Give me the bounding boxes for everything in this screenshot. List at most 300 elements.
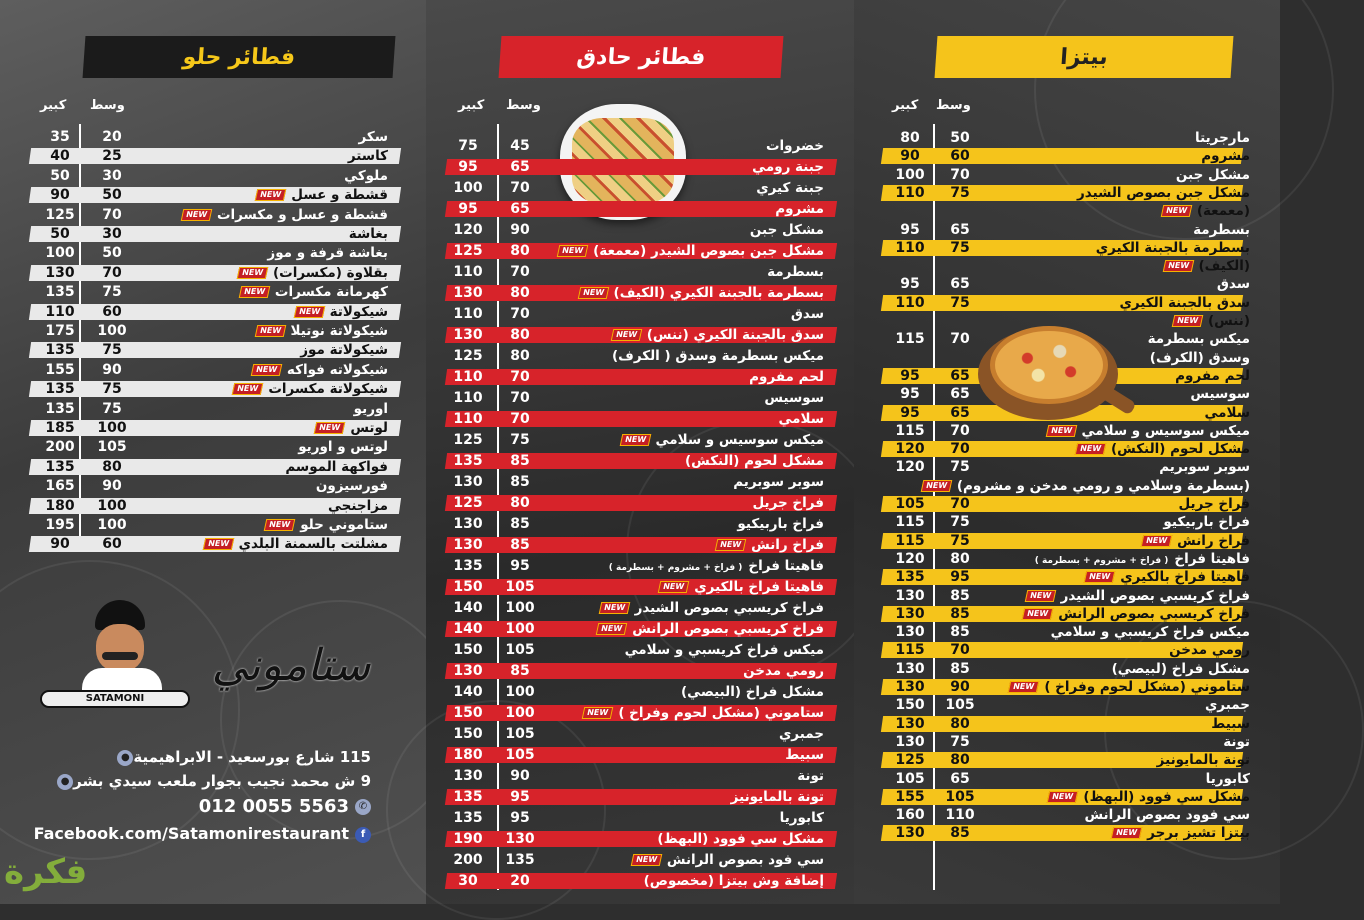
price-large: 125 [453, 495, 483, 511]
price-medium: 75 [950, 239, 970, 256]
menu-item [0, 496, 426, 515]
price-large: 135 [453, 789, 483, 805]
menu-item [426, 451, 854, 472]
price-medium: 75 [950, 532, 970, 549]
item-note: ( فراخ + مشروم + بسطرمة ) [1034, 555, 1169, 566]
menu-item [426, 178, 854, 199]
price-large: 90 [50, 187, 70, 204]
menu-item [854, 769, 1280, 787]
price-medium: 80 [510, 327, 530, 343]
item-name: قشطة و عسل و مكسراتNEW [150, 206, 388, 224]
price-large: 110 [453, 411, 483, 427]
item-name: اوريو [353, 400, 388, 417]
price-medium: 105 [945, 788, 975, 805]
price-medium: 80 [510, 243, 530, 259]
item-name: تونة بالمايونيز [1156, 752, 1250, 769]
item-name-line2: وسدق (الكرف) [1149, 349, 1250, 366]
price-large: 30 [458, 873, 478, 889]
price-large: 130 [453, 327, 483, 343]
price-medium: 20 [510, 873, 530, 889]
menu-item [0, 302, 426, 321]
item-name: مشكل جبن [749, 222, 824, 238]
menu-item [426, 472, 854, 493]
item-name: فراخ كريسبي بصوص الشيدرNEW [546, 599, 824, 617]
new-badge: NEW [1161, 205, 1193, 217]
new-badge: NEW [619, 434, 651, 446]
menu-item [854, 677, 1280, 695]
item-name: فراخ كريسبي بصوص الرانشNEW [546, 620, 824, 638]
price-medium: 90 [102, 361, 122, 378]
new-badge: NEW [1172, 315, 1204, 327]
item-name: مشلتت بالسمنة البلديNEW [150, 535, 388, 553]
price-medium: 75 [950, 514, 970, 531]
new-badge: NEW [1084, 571, 1116, 583]
menu-item [854, 714, 1280, 732]
price-large: 115 [895, 642, 925, 659]
menu-item [426, 304, 854, 325]
price-large: 150 [895, 697, 925, 714]
menu-item [426, 346, 854, 367]
price-medium: 100 [97, 497, 127, 514]
item-name: فراخ رانشNEW [546, 536, 824, 554]
item-name: شيكولاتة مكسراتNEW [150, 380, 388, 398]
price-medium: 75 [102, 284, 122, 301]
item-name: سكر [358, 129, 388, 145]
menu-item [0, 399, 426, 418]
price-medium: 75 [950, 184, 970, 201]
menu-item [0, 379, 426, 398]
price-medium: 85 [510, 474, 530, 490]
price-medium: 70 [950, 441, 970, 458]
price-medium: 80 [950, 715, 970, 732]
item-name: ميكس سوسيس و سلاميNEW [546, 431, 824, 449]
price-large: 95 [900, 404, 920, 421]
price-medium: 50 [102, 187, 122, 204]
item-name: ستاموني (مشكل لحوم وفراخ )NEW [546, 704, 824, 722]
price-medium: 70 [950, 331, 970, 348]
item-name: خضروات [765, 138, 824, 154]
item-name: فاهيتا فراخ( فراخ + مشروم + بسطرمة ) [608, 558, 824, 574]
price-medium: 50 [102, 245, 122, 262]
menu-item [426, 598, 854, 619]
price-large: 130 [895, 587, 925, 604]
location-pin-icon: ● [117, 750, 133, 766]
new-badge: NEW [232, 383, 264, 395]
price-medium: 70 [510, 306, 530, 322]
savory-menu-list [426, 136, 854, 896]
price-medium: 100 [97, 517, 127, 533]
item-name: مشكل لحوم (النكش) [684, 453, 824, 469]
price-medium: 70 [510, 264, 530, 280]
price-large: 100 [453, 180, 483, 196]
price-medium: 105 [945, 697, 975, 714]
item-note: ( فراخ + مشروم + بسطرمة ) [608, 563, 743, 573]
price-medium: 80 [510, 285, 530, 301]
menu-item [426, 136, 854, 157]
item-name: مشكل فراخ (البيصي) [680, 684, 824, 700]
item-name: سدق بالجبنة الكيري [1119, 294, 1250, 311]
menu-item [426, 199, 854, 220]
price-large: 110 [895, 294, 925, 311]
menu-item [854, 183, 1280, 220]
price-large: 125 [453, 243, 483, 259]
price-large: 135 [453, 558, 483, 574]
price-medium: 70 [950, 642, 970, 659]
menu-item [854, 146, 1280, 164]
savory-pies-title: فطائر حادق [499, 36, 784, 78]
price-medium: 75 [102, 400, 122, 417]
menu-item [0, 263, 426, 282]
menu-item [854, 732, 1280, 750]
price-medium: 80 [510, 348, 530, 364]
item-name: فراخ باربيكيو [1163, 514, 1250, 531]
price-medium: 105 [505, 579, 535, 595]
price-large: 100 [895, 166, 925, 183]
item-name: سبيط [1211, 715, 1250, 732]
price-medium: 60 [950, 148, 970, 165]
price-medium: 75 [102, 342, 122, 359]
price-large: 115 [895, 331, 925, 348]
price-medium: 105 [505, 642, 535, 658]
menu-item [426, 325, 854, 346]
price-medium: 95 [510, 810, 530, 826]
price-medium: 85 [950, 624, 970, 641]
item-name: جمبري [1204, 697, 1250, 714]
price-medium: 70 [102, 206, 122, 223]
new-badge: NEW [251, 364, 283, 376]
price-medium: 100 [97, 420, 127, 436]
item-name-line2: (بسطرمة وسلامي و رومي مدخن و مشروم)NEW [984, 477, 1250, 495]
new-badge: NEW [577, 287, 609, 299]
price-large: 150 [453, 726, 483, 742]
menu-item [854, 787, 1280, 805]
price-medium: 60 [102, 303, 122, 320]
price-large: 125 [453, 348, 483, 364]
price-large: 80 [900, 130, 920, 146]
item-name: سدق [1216, 276, 1250, 293]
item-name: سدق [790, 306, 824, 322]
item-name: ستاموني حلوNEW [150, 516, 388, 534]
new-badge: NEW [255, 189, 287, 201]
item-name: تونة بالمايونيز [730, 789, 824, 805]
price-large: 130 [895, 660, 925, 677]
menu-item [426, 388, 854, 409]
item-name: سي فوود بصوص الرانش [1084, 807, 1250, 824]
menu-item [0, 476, 426, 495]
item-name: ميكس سوسيس و سلاميNEW [984, 422, 1250, 440]
new-badge: NEW [202, 538, 234, 550]
menu-item [426, 262, 854, 283]
menu-item [0, 185, 426, 204]
price-large: 90 [50, 536, 70, 553]
menu-item [0, 321, 426, 340]
price-medium: 70 [950, 166, 970, 183]
price-medium: 30 [102, 226, 122, 242]
price-large: 95 [900, 276, 920, 293]
price-large: 180 [453, 747, 483, 763]
menu-item [854, 128, 1280, 146]
item-name: بسطرمة [767, 264, 824, 280]
pizza-photo [978, 322, 1146, 430]
item-name: ستاموني (مشكل لحوم وفراخ )NEW [984, 678, 1250, 696]
large-column-header: كبير [892, 98, 919, 113]
item-name: رومي مدخن [1169, 642, 1250, 659]
address-1: 115 شارع بورسعيد - الابراهيمية● [113, 748, 371, 766]
price-large: 130 [453, 285, 483, 301]
price-medium: 80 [950, 550, 970, 567]
price-medium: 85 [950, 825, 970, 842]
sweet-menu-list [0, 127, 426, 557]
item-name: مشكل جبن [1175, 166, 1250, 183]
pizza-menu-list [854, 128, 1280, 888]
price-large: 130 [453, 768, 483, 784]
price-medium: 70 [510, 180, 530, 196]
item-name: ميكس فراخ كريسبي و سلامي [624, 642, 824, 658]
menu-item [0, 534, 426, 553]
price-large: 155 [45, 361, 75, 378]
chef-illustration [40, 600, 190, 712]
item-name: لحم مفروم [1175, 367, 1250, 384]
item-name: فاهيتا فراخ بالكيريNEW [984, 568, 1250, 586]
item-name: جمبري [778, 726, 824, 742]
menu-item [854, 567, 1280, 585]
price-medium: 65 [950, 770, 970, 787]
price-large: 110 [895, 239, 925, 256]
item-name: بيتزا تشيز برجرNEW [984, 824, 1250, 842]
price-large: 130 [895, 733, 925, 750]
menu-item [854, 805, 1280, 823]
menu-item [0, 224, 426, 243]
location-pin-icon: ● [57, 774, 73, 790]
brand-logo: ستاموني [211, 640, 371, 691]
item-name: كابوريا [779, 810, 824, 826]
price-large: 155 [895, 788, 925, 805]
price-large: 110 [453, 390, 483, 406]
price-medium: 100 [97, 323, 127, 339]
price-large: 150 [453, 579, 483, 595]
item-name: بسطرمة بالجبنة الكيري (الكيف)NEW [546, 284, 824, 302]
menu-item [0, 205, 426, 224]
item-name: جبنة كيري [756, 180, 824, 196]
new-badge: NEW [1045, 425, 1077, 437]
price-medium: 75 [950, 459, 970, 476]
item-name: قشطة و عسلNEW [150, 186, 388, 204]
item-name: سوسيس [1190, 386, 1250, 403]
price-large: 130 [895, 624, 925, 641]
price-large: 140 [453, 621, 483, 637]
price-medium: 30 [102, 167, 122, 184]
price-large: 160 [895, 807, 925, 824]
price-medium: 80 [510, 495, 530, 511]
facebook-icon: f [355, 827, 371, 843]
item-name: مشروم [1201, 148, 1250, 165]
price-medium: 85 [510, 453, 530, 469]
price-medium: 80 [950, 752, 970, 769]
menu-item [854, 640, 1280, 658]
price-large: 135 [453, 810, 483, 826]
price-large: 120 [453, 222, 483, 238]
price-large: 120 [895, 459, 925, 476]
item-name: شيكولاتة موز [300, 342, 388, 359]
item-name: مارجريتا [1195, 130, 1250, 146]
menu-item [854, 604, 1280, 622]
item-name: سدق بالجبنة الكيري (ننس)NEW [546, 326, 824, 344]
menu-item [854, 457, 1280, 494]
menu-item [0, 166, 426, 185]
new-badge: NEW [1008, 681, 1040, 693]
item-name: بغاشة [348, 226, 388, 242]
price-large: 50 [50, 167, 70, 184]
item-name: لوتسNEW [150, 419, 388, 437]
new-badge: NEW [1024, 590, 1056, 602]
price-large: 75 [458, 138, 478, 154]
item-name: ملوكي [344, 167, 388, 184]
price-large: 135 [45, 400, 75, 417]
item-name: ميكس فراخ كريسبي و سلامي [1050, 624, 1250, 641]
price-large: 150 [453, 705, 483, 721]
item-name: ميكس بسطرمة وسدق ( الكرف) [611, 348, 824, 364]
price-large: 95 [458, 159, 478, 175]
price-large: 95 [900, 386, 920, 403]
item-name: بسطرمة بالجبنة الكيري [1095, 239, 1250, 256]
price-medium: 110 [945, 807, 975, 824]
menu-item [854, 165, 1280, 183]
item-name: تونة [797, 768, 824, 784]
price-large: 135 [453, 453, 483, 469]
menu-item [854, 220, 1280, 238]
menu-item [0, 340, 426, 359]
menu-item [0, 515, 426, 534]
price-medium: 130 [505, 831, 535, 847]
price-medium: 105 [505, 726, 535, 742]
menu-item [854, 586, 1280, 604]
facebook-link[interactable]: Facebook.com/Satamonirestaurant f [34, 824, 371, 843]
price-medium: 75 [102, 381, 122, 398]
price-medium: 65 [950, 221, 970, 238]
price-medium: 105 [505, 747, 535, 763]
item-name-line2: (ننس)NEW [984, 312, 1250, 330]
item-name: لحم مفروم [749, 369, 824, 385]
price-large: 125 [453, 432, 483, 448]
new-badge: NEW [254, 325, 286, 337]
item-name: ميكس بسطرمة [1147, 331, 1250, 348]
menu-item [426, 787, 854, 808]
price-medium: 75 [950, 294, 970, 311]
price-large: 90 [900, 148, 920, 165]
new-badge: NEW [557, 245, 589, 257]
phone-number: 012 0055 5563 ✆ [199, 796, 371, 817]
new-badge: NEW [631, 854, 663, 866]
price-medium: 65 [510, 159, 530, 175]
menu-item [0, 146, 426, 165]
price-medium: 90 [102, 478, 122, 495]
price-medium: 135 [505, 852, 535, 868]
price-medium: 100 [505, 684, 535, 700]
medium-column-header: وسط [936, 98, 971, 113]
menu-item [426, 514, 854, 535]
menu-item [426, 745, 854, 766]
price-large: 140 [453, 684, 483, 700]
new-badge: NEW [658, 581, 690, 593]
price-large: 125 [45, 206, 75, 223]
menu-item [854, 274, 1280, 292]
medium-column-header: وسط [506, 98, 541, 113]
item-name-line2: (الكيف)NEW [984, 257, 1250, 275]
menu-item [0, 437, 426, 456]
item-name: فراخ جريل [1178, 496, 1250, 512]
new-badge: NEW [1022, 608, 1054, 620]
menu-item [426, 157, 854, 178]
price-large: 110 [453, 264, 483, 280]
item-name: رومي مدخن [743, 663, 824, 679]
savory-pies-panel [426, 0, 854, 904]
price-medium: 85 [950, 660, 970, 677]
menu-item [426, 577, 854, 598]
menu-item [854, 238, 1280, 275]
new-badge: NEW [1162, 260, 1194, 272]
item-name: مشكل جبن بصوص الشيدر [1077, 184, 1250, 201]
sweet-pies-panel [0, 0, 426, 904]
new-badge: NEW [314, 422, 346, 434]
menu-item [426, 766, 854, 787]
price-medium: 105 [97, 439, 127, 456]
price-large: 135 [45, 458, 75, 475]
new-badge: NEW [1075, 443, 1107, 455]
price-large: 180 [45, 497, 75, 514]
menu-item [854, 750, 1280, 768]
item-name: سلامي [1204, 404, 1250, 421]
item-name: فاهيتا فراخ بالكيريNEW [546, 578, 824, 596]
address-2: 9 ش محمد نجيب بجوار ملعب سيدي بشر● [53, 772, 371, 790]
item-name: فراخ رانشNEW [984, 532, 1250, 550]
item-name: مشكل فراخ (لبيصي) [1111, 660, 1250, 677]
price-medium: 80 [102, 458, 122, 475]
price-large: 115 [895, 514, 925, 531]
price-large: 130 [45, 264, 75, 281]
item-name: فراخ جريل [752, 495, 824, 511]
price-medium: 60 [102, 536, 122, 553]
menu-item [854, 622, 1280, 640]
item-name: فاهيتا فراخ( فراخ + مشروم + بسطرمة ) [1034, 550, 1250, 567]
large-column-header: كبير [40, 98, 67, 113]
pizza-panel [854, 0, 1280, 904]
price-medium: 95 [510, 789, 530, 805]
item-name: فراخ كريسبي بصوص الرانشNEW [984, 605, 1250, 623]
price-large: 200 [453, 852, 483, 868]
price-medium: 85 [510, 516, 530, 532]
pizza-title: بيتزا [935, 36, 1234, 78]
item-name: مشكل جبن بصوص الشيدر (معمعة)NEW [546, 242, 824, 260]
price-medium: 70 [510, 411, 530, 427]
price-medium: 85 [510, 537, 530, 553]
item-name: مزاجنجي [327, 497, 388, 514]
price-medium: 70 [950, 422, 970, 439]
item-name: مشكل سي فوود (البهظ)NEW [984, 788, 1250, 806]
price-large: 130 [453, 474, 483, 490]
menu-item [426, 283, 854, 304]
new-badge: NEW [293, 306, 325, 318]
item-name: سي فود بصوص الرانشNEW [546, 851, 824, 869]
item-name: مشكل سي فوود (البهظ) [657, 831, 824, 847]
item-name: فراخ باربيكيو [737, 516, 824, 532]
price-medium: 65 [950, 367, 970, 384]
item-name: فواكهة الموسم [285, 458, 388, 475]
price-large: 175 [45, 323, 75, 339]
price-large: 110 [453, 306, 483, 322]
price-large: 40 [50, 148, 70, 165]
price-large: 130 [453, 537, 483, 553]
item-name: كاستر [347, 148, 388, 165]
